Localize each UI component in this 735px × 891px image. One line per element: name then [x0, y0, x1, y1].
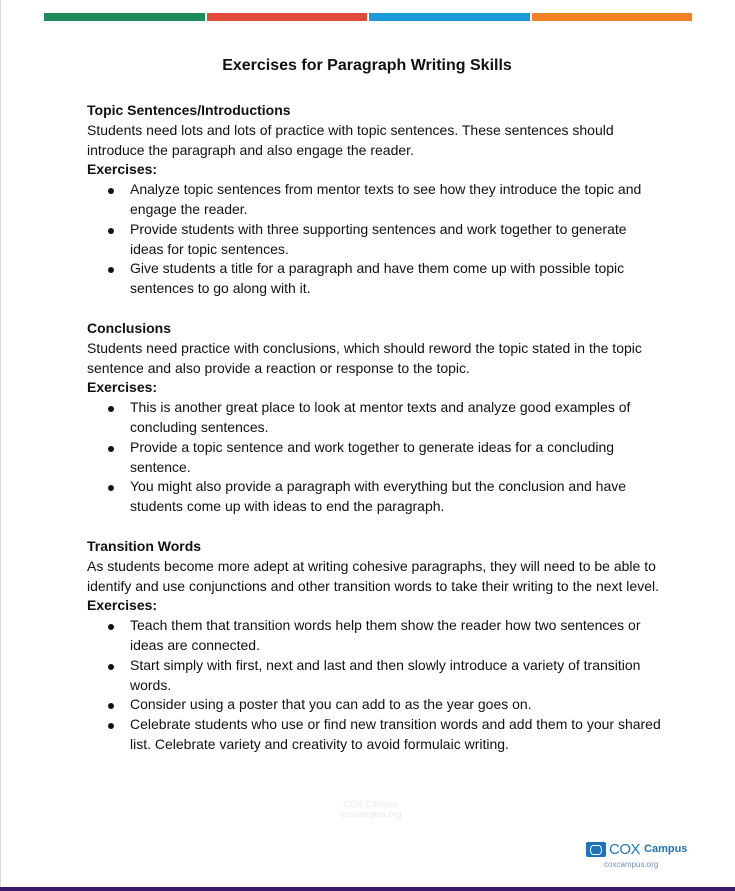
bullet-icon	[108, 446, 114, 452]
logo-cox-text: COX	[609, 840, 641, 858]
list-item	[87, 695, 662, 715]
bullet-icon	[108, 624, 114, 630]
section-intro: As students become more adept at writing cohesive paragraphs, they will need to be able to identify and use conjunctions and other transition words to take their writing to the next level.	[87, 557, 659, 594]
list-item-text: You might also provide a paragraph with everything but the conclusion and have students come up with ideas to end the paragraph.	[130, 478, 627, 515]
section-heading: Topic Sentences/Introductions	[87, 102, 291, 118]
exercises-label: Exercises:	[87, 379, 158, 396]
list-item-text: This is another great place to look at mentor texts and analyze good examples of concluding sentences.	[130, 399, 631, 435]
logo-url: coxcampus.org	[604, 860, 659, 869]
section-heading: Transition Words	[87, 537, 202, 554]
list-item	[87, 656, 662, 696]
list-item-text: Teach them that transition words help them show the reader how two sentences or ideas are connected.	[130, 617, 641, 653]
open-book-icon	[586, 842, 606, 857]
list-item	[87, 180, 662, 220]
list-item-text: Celebrate students who use or find new transition words and add them to your shared list. Celebrate variety and creativity to avoid formulaic writing.	[130, 716, 661, 752]
color-bar-blue	[369, 13, 530, 21]
page-title: Exercises for Paragraph Writing Skills	[222, 57, 512, 74]
exercises-label: Exercises:	[87, 597, 158, 614]
color-bar-orange	[532, 13, 693, 21]
bullet-icon	[108, 723, 114, 729]
section-topic-sentences	[87, 101, 662, 299]
list-item-text: Analyze topic sentences from mentor texts to see how they introduce the topic and engage the reader.	[130, 181, 642, 217]
bottom-strip	[0, 887, 735, 891]
section-intro: Students need practice with conclusions, which should reword the topic stated in the topic sentence and also provide a reaction or response to the topic.	[87, 339, 642, 376]
list-item	[87, 438, 662, 478]
page-left-border	[0, 0, 1, 891]
list-item-text: Provide students with three supporting sentences and work together to generate ideas for topic sentences.	[130, 220, 627, 257]
list-item	[87, 715, 662, 755]
list-item	[87, 398, 662, 438]
section-heading: Conclusions	[87, 319, 172, 336]
exercise-list	[87, 616, 662, 755]
list-item-text: Provide a topic sentence and work together to generate ideas for a concluding sentence.	[130, 438, 615, 475]
section-transition-words	[87, 537, 662, 755]
document-page	[87, 50, 662, 755]
list-item	[87, 220, 662, 260]
list-item	[87, 616, 662, 656]
exercise-list	[87, 180, 662, 299]
list-item-text: Start simply with first, next and last and then slowly introduce a variety of transition words.	[130, 656, 641, 693]
section-conclusions	[87, 319, 662, 517]
color-bar	[44, 13, 692, 21]
bullet-icon	[108, 485, 114, 491]
exercise-list	[87, 398, 662, 517]
watermark-url: coxcampus.org	[340, 809, 402, 819]
list-item-text: Consider using a poster that you can add to as the year goes on.	[130, 696, 532, 713]
list-item	[87, 477, 662, 517]
watermark	[331, 799, 411, 823]
watermark-name: COX Campus	[343, 799, 399, 809]
section-intro: Students need lots and lots of practice with topic sentences. These sentences should introduce the paragraph and also engage the reader.	[87, 121, 614, 158]
bullet-icon	[108, 267, 114, 273]
logo-campus-text: Campus	[644, 843, 688, 855]
bullet-icon	[108, 188, 114, 194]
cox-campus-logo	[586, 840, 696, 874]
bullet-icon	[108, 228, 114, 234]
color-bar-green	[44, 13, 205, 21]
bullet-icon	[108, 406, 114, 412]
exercises-label: Exercises:	[87, 161, 158, 178]
color-bar-red	[207, 13, 368, 21]
list-item-text: Give students a title for a paragraph and have them come up with possible topic sentences to go along with it.	[130, 260, 625, 297]
bullet-icon	[108, 664, 114, 670]
list-item	[87, 259, 662, 299]
bullet-icon	[108, 703, 114, 709]
